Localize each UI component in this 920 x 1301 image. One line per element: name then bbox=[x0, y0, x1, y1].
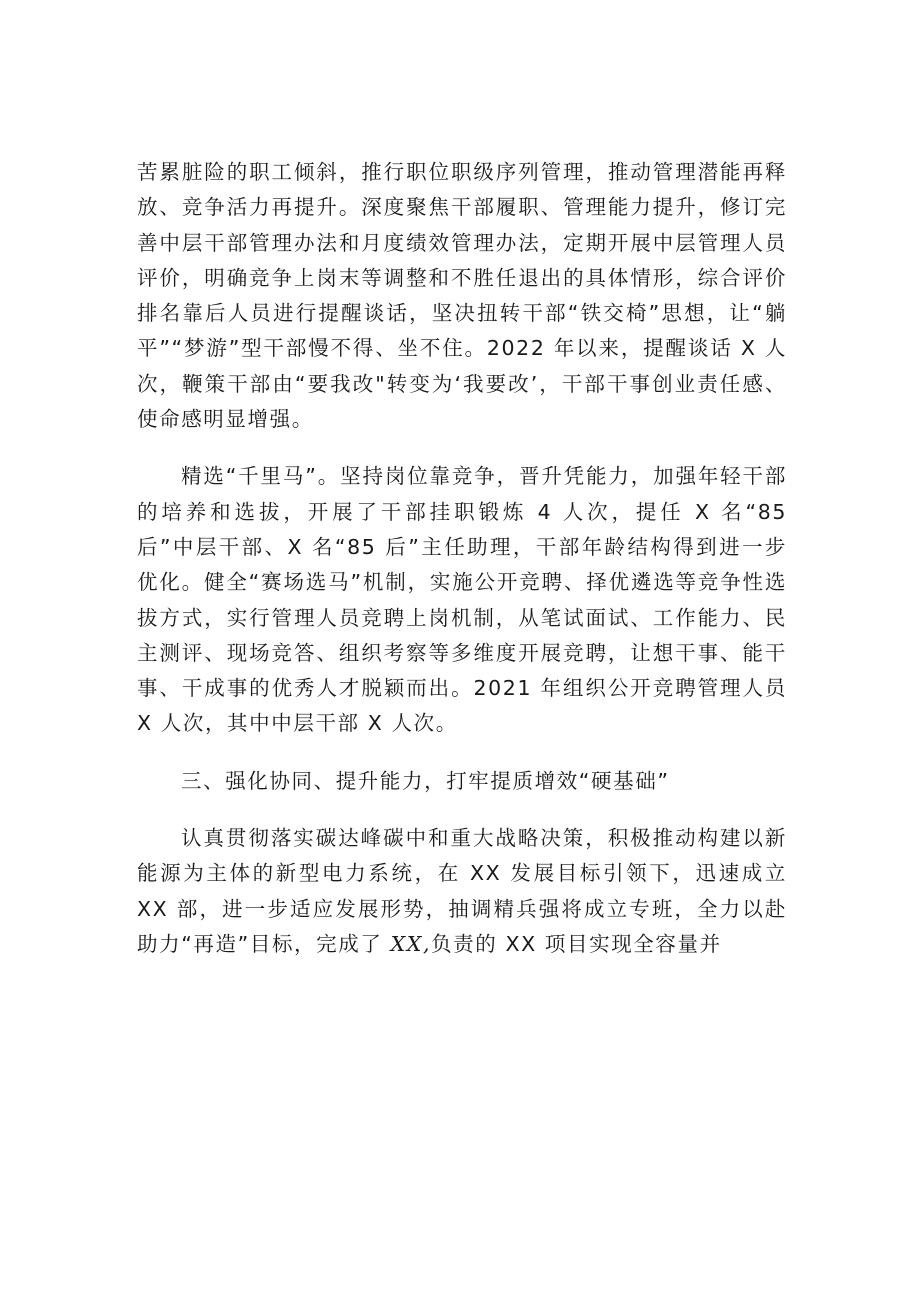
paragraph-carbon-strategy bbox=[137, 821, 787, 962]
paragraph-continued: 苦累脏险的职工倾斜，推行职位职级序列管理，推动管理潜能再释放、竞争活力再提升。深度聚焦干部履职、管理能力提升，修订完善中层干部管理办法和月度绩效管理办法，定期开展中层管理人员评价，明确竞争上岗末等调整和不胜任退出的具体情形，综合评价排名靠后人员进行提醒谈话，坚决扭转干部“铁交椅”思想，让“躺平”“梦游”型干部慢不得、坐不住。2022 年以来，提醒谈话 X 人次，鞭策干部由“要我改"转变为‘我要改’，干部干事创业责任感、使命感明显增强。 bbox=[137, 160, 787, 432]
paragraph-select-talent: 精选“千里马”。坚持岗位靠竞争，晋升凭能力，加强年轻干部的培养和选拔，开展了干部挂职锻炼 4 人次，提任 X 名“85 后”中层干部、X 名“85 后”主任助理，干部年龄结构得到进一步优化。健全“赛场选马”机制，实施公开竞聘、择优遴选等竞争性选拔方式，实行管理人员竞聘上岗机制，从笔试面试、工作能力、民主测评、现场竞答、组织考察等多维度开展竞聘，让想干事、能干事、干成事的优秀人才脱颖而出。2021 年组织公开竞聘管理人员 X 人次，其中中层干部 X 人次。 bbox=[137, 464, 787, 736]
paragraph-3-italic: XX, bbox=[390, 931, 432, 956]
document-body bbox=[137, 155, 787, 984]
paragraph-3-text-b: 负责的 XX 项目实现全容量并 bbox=[431, 931, 722, 956]
paragraph-3-text-a: 认真贯彻落实碳达峰碳中和重大战略决策，积极推动构建以新能源为主体的新型电力系统，在 XX 发展目标引领下，迅速成立 XX 部，进一步适应发展形势，抽调精兵强将成立专班，全力以赴助力“再造”目标，完成了 bbox=[137, 826, 787, 956]
section-heading: 三、强化协同、提升能力，打牢提质增效“硬基础” bbox=[181, 768, 670, 793]
